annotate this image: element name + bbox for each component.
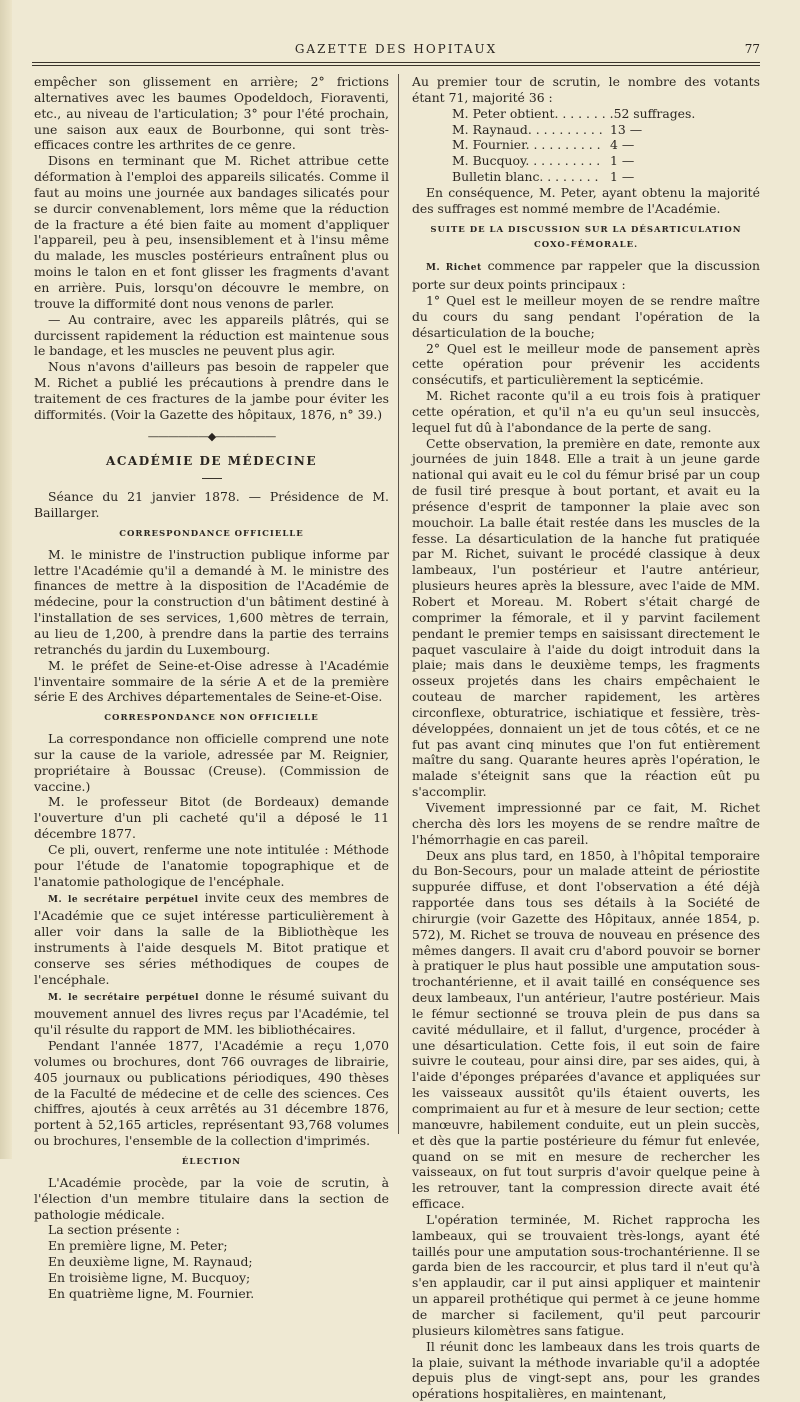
subheading: CORRESPONDANCE NON OFFICIELLE (104, 713, 319, 724)
paragraph (412, 258, 760, 293)
paragraph: M. Richet raconte qu'il a eu trois fois à pratiquer cette opération, et qu'il n'a eu qu'un seul insuccès, lequel fut dû à l'abondance de la perte de sang. (412, 388, 760, 435)
speaker-name: M. le secrétaire perpétuel (48, 894, 199, 905)
paragraph: L'Académie procède, par la voie de scrutin, à l'élection d'un membre titulaire dans la section de pathologie médicale. (34, 1174, 389, 1222)
paragraph: Disons en terminant que M. Richet attribue cette déformation à l'emploi des appareils silicatés. Comme il faut au moins une journée aux bandages silicatés pour se durcir convenablement, lors même que la réduction de la fracture a été bien faite au moment d'appliquer l'appareil, peu à peu, insensiblement et à l'insu même du malade, les muscles postérieurs entraînent plus ou moins le talon en et font glisser les fragments d'avant en arrière. Puis, lorsqu'on découvre le membre, on trouve la difformité dont nous venons de parler. (34, 153, 389, 311)
paragraph: 1° Quel est le meilleur moyen de se rendre maître du cours du sang pendant l'opération de la désarticulation de la bouche; (412, 292, 760, 340)
paragraph: M. le préfet de Seine-et-Oise adresse à l'Académie l'inventaire sommaire de la série A et de la première série E des Archives départementales de Seine-et-Oise. (34, 657, 389, 705)
list-item: En première ligne, M. Peter; (48, 1238, 228, 1254)
vote-row (412, 169, 760, 185)
paragraph: En conséquence, M. Peter, ayant obtenu la majorité des suffrages est nommé membre de l'Académie. (412, 184, 760, 216)
left-column (34, 74, 389, 1302)
paragraph: L'opération terminée, M. Richet rapprocha les lambeaux, qui se trouvaient très-longs, ayant été taillés pour une amputation sous-trochantérienne. Il se garda bien de les raccourcir, et plus tard il n'eut qu'à s'en applaudir, car il put ainsi appliquer et maintenir un appareil prothétique qui permet à ce jeune homme de marcher si facilement, qu'il peut parcourir plusieurs kilomètres sans fatigue. (412, 1211, 760, 1338)
vote-row (412, 137, 760, 153)
paragraph: empêcher son glissement en arrière; 2° frictions alternatives avec les baumes Opodeldoch, Fioraventi, etc., au niveau de l'articulation; 3° pour l'été prochain, une saison aux eaux de Bourbonne, qui sont très-efficaces contre les arthrites de ce genre. (34, 74, 389, 153)
paragraph (34, 988, 389, 1039)
speaker-name: M. Richet (426, 263, 482, 274)
paragraph: Nous n'avons d'ailleurs pas besoin de rappeler que M. Richet a publié les précautions à prendre dans le traitement de ces fractures de la jambe pour éviter les difformités. (Voir la Gazette des hôpitaux, 1876, n° 39.) (34, 359, 389, 422)
list-item: En troisième ligne, M. Bucquoy; (48, 1269, 251, 1285)
paragraph-text: donne le résumé suivant du mouvement annuel des livres reçus par l'Académie, tel qu'il résulte du rapport de MM. les bibliothécaires. (34, 987, 389, 1038)
subheading: SUITE DE LA DISCUSSION SUR LA DÉSARTICULATION COXO-FÉMORALE. (430, 224, 742, 251)
paragraph: La correspondance non officielle comprend une note sur la cause de la variole, adressée par M. Reignier, propriétaire à Boussac (Creuse). (Commission de vaccine.) (34, 731, 389, 794)
header-rule-top (32, 62, 760, 63)
section-ornament: ——————◆—————— (147, 429, 276, 443)
vote-name: Bulletin blanc. . . . . . . . (452, 169, 599, 185)
vote-name: M. Peter obtient. . . . . . . . (452, 105, 614, 121)
vote-count: 4 — (610, 137, 635, 153)
right-column (412, 74, 760, 1402)
session-line: Séance du 21 janvier 1878. — Présidence de M. Baillarger. (34, 489, 389, 521)
list-item: La section présente : (48, 1222, 180, 1238)
header-rule-bottom (32, 65, 760, 66)
vote-row (412, 106, 760, 122)
paragraph: Il réunit donc les lambeaux dans les trois quarts de la plaie, suivant la méthode invariable qu'il a adoptée depuis plus de vingt-sept ans, pour les grandes opérations hospitalières, en maintenant, (412, 1338, 760, 1402)
paragraph: M. le professeur Bitot (de Bordeaux) demande l'ouverture d'un pli cacheté qu'il a déposé le 11 décembre 1877. (34, 794, 389, 842)
vote-count: 52 suffrages. (613, 105, 696, 121)
subheading: ÉLECTION (181, 1157, 242, 1167)
paragraph: Deux ans plus tard, en 1850, à l'hôpital temporaire du Bon-Secours, pour un malade atteint de périostite suppurée diffuse, et dont l'observation a été déjà rapportée dans tous ses détails à la Société de chirurgie (voir Gazette des Hôpitaux, année 1854, p. 572), M. Richet se trouva de nouveau en présence des mêmes dangers. Il avait cru d'abord pouvoir se borner à pratiquer le plus haut possible une amputation sous-trochantérienne, et il avait taillé en conséquence ses deux lambeaux, l'un antérieur, l'autre postérieur. Mais le fémur sectionné se trouva plein de pus dans sa cavité médullaire, et il fallut, d'urgence, procéder à une désarticulation. Cette fois, il eut soin de faire suivre le couteau, pour ainsi dire, par ses aides, qui, à l'aide d'éponges préparées d'avance et appliquées sur les vaisseaux aussitôt qu'ils étaient ouverts, les comprimaient au fur et à mesure de leur section; cette manœuvre, habilement conduite, eut un plein succès, et dès que la partie postérieure du fémur fut enlevée, quand on se mit en mesure de rechercher les vaisseaux, on fut tout surpris d'avoir quelque peine à les retrouver, tant la compression directe avait été efficace. (412, 847, 760, 1212)
vote-count: 13 — (610, 121, 643, 137)
list-item: En quatrième ligne, M. Fournier. (48, 1285, 255, 1301)
paragraph-text: commence par rappeler que la discussion porte sur deux points principaux : (412, 258, 760, 293)
journal-title: GAZETTE DES HOPITAUX (294, 42, 498, 56)
paragraph: 2° Quel est le meilleur mode de pansement après cette opération pour prévenir les accidents consécutifs, et particulièrement la septicémie. (412, 340, 760, 388)
paragraph: Cette observation, la première en date, remonte aux journées de juin 1848. Elle a trait à un jeune garde national qui avait eu le col du fémur brisé par un coup de fusil tiré presque à bout portant, et avait eu la présence d'esprit de tamponner la plaie avec son mouchoir. La balle était restée dans les muscles de la fesse. La désarticulation de la hanche fut pratiquée par M. Richet, suivant le procédé classique à deux lambeaux, l'un postérieur et l'autre antérieur, plusieurs heures après la blessure, avec l'aide de MM. Robert et Moreau. M. Robert s'était chargé de comprimer la fémorale, et il y parvint facilement pendant le premier temps en saisissant directement le paquet vasculaire à l'aide du doigt introduit dans la plaie; mais dans le deuxième temps, les fragments osseux projetés dans les chairs empêchaient le couteau de marcher rapidement, les artères circonflexe, obturatrice, ischiatique et fessière, très-développées, donnaient un jet de tous côtés, et ce ne fut pas avant cinq minutes que l'on fut entièrement maître du sang. Quarante heures après l'opération, le malade s'éteignit sans que la réaction eût pu s'accomplir. (412, 435, 760, 800)
vote-name: M. Bucquoy. . . . . . . . . . (452, 153, 601, 169)
page-number: 77 (744, 42, 760, 56)
heading-rule (202, 478, 222, 479)
subheading: CORRESPONDANCE OFFICIELLE (119, 528, 304, 539)
section-heading: ACADÉMIE DE MÉDECINE (106, 454, 317, 469)
candidate-list (34, 1222, 389, 1301)
page-header (32, 38, 760, 68)
list-item: En deuxième ligne, M. Raynaud; (48, 1254, 253, 1270)
vote-count: 1 — (610, 169, 635, 185)
speaker-name: M. le secrétaire perpétuel (48, 992, 200, 1003)
binding-edge (0, 0, 12, 1159)
paragraph: — Au contraire, avec les appareils plâtrés, qui se durcissent rapidement la réduction est maintenue sous le bandage, et les muscles ne peuvent plus agir. (34, 311, 389, 359)
paragraph: Pendant l'année 1877, l'Académie a reçu 1,070 volumes ou brochures, dont 766 ouvrages de librairie, 405 journaux ou publications périodiques, 490 thèses de la Faculté de médecine et de celle des sciences. Ces chiffres, ajoutés à ceux arrêtés au 31 décembre 1876, portent à 52,165 articles, représentant 93,768 volumes ou brochures, l'ensemble de la collection d'imprimés. (34, 1038, 389, 1149)
column-divider (398, 74, 399, 1134)
newspaper-page (32, 38, 760, 1402)
paragraph: Au premier tour de scrutin, le nombre des votants étant 71, majorité 36 : (412, 74, 760, 105)
vote-table (412, 106, 760, 185)
vote-row (412, 122, 760, 138)
paragraph: M. le ministre de l'instruction publique informe par lettre l'Académie qu'il a demandé à M. le ministre des finances de mettre à la disposition de l'Académie de médecine, pour la construction d'un bâtiment destiné à l'installation de ses services, 1,600 mètres de terrain, au lieu de 1,200, à prendre dans la partie des terrains retranchés du jardin du Luxembourg. (34, 546, 389, 657)
paragraph (34, 890, 389, 988)
vote-count: 1 — (610, 153, 635, 169)
vote-name: M. Fournier. . . . . . . . . . (452, 137, 601, 153)
vote-row (412, 153, 760, 169)
paragraph: Vivement impressionné par ce fait, M. Richet chercha dès lors les moyens de se rendre maître de l'hémorrhagie en cas pareil. (412, 799, 760, 847)
paragraph-text: invite ceux des membres de l'Académie que ce sujet intéresse particulièrement à aller voir dans la salle de la Bibliothèque les instruments à l'aide desquels M. Bitot pratique et conserve ses séries méthodiques de coupes de l'encéphale. (34, 889, 389, 987)
paragraph: Ce pli, ouvert, renferme une note intitulée : Méthode pour l'étude de l'anatomie topographique et de l'anatomie pathologique de l'encéphale. (34, 841, 389, 889)
vote-name: M. Raynaud. . . . . . . . . . (452, 121, 603, 137)
